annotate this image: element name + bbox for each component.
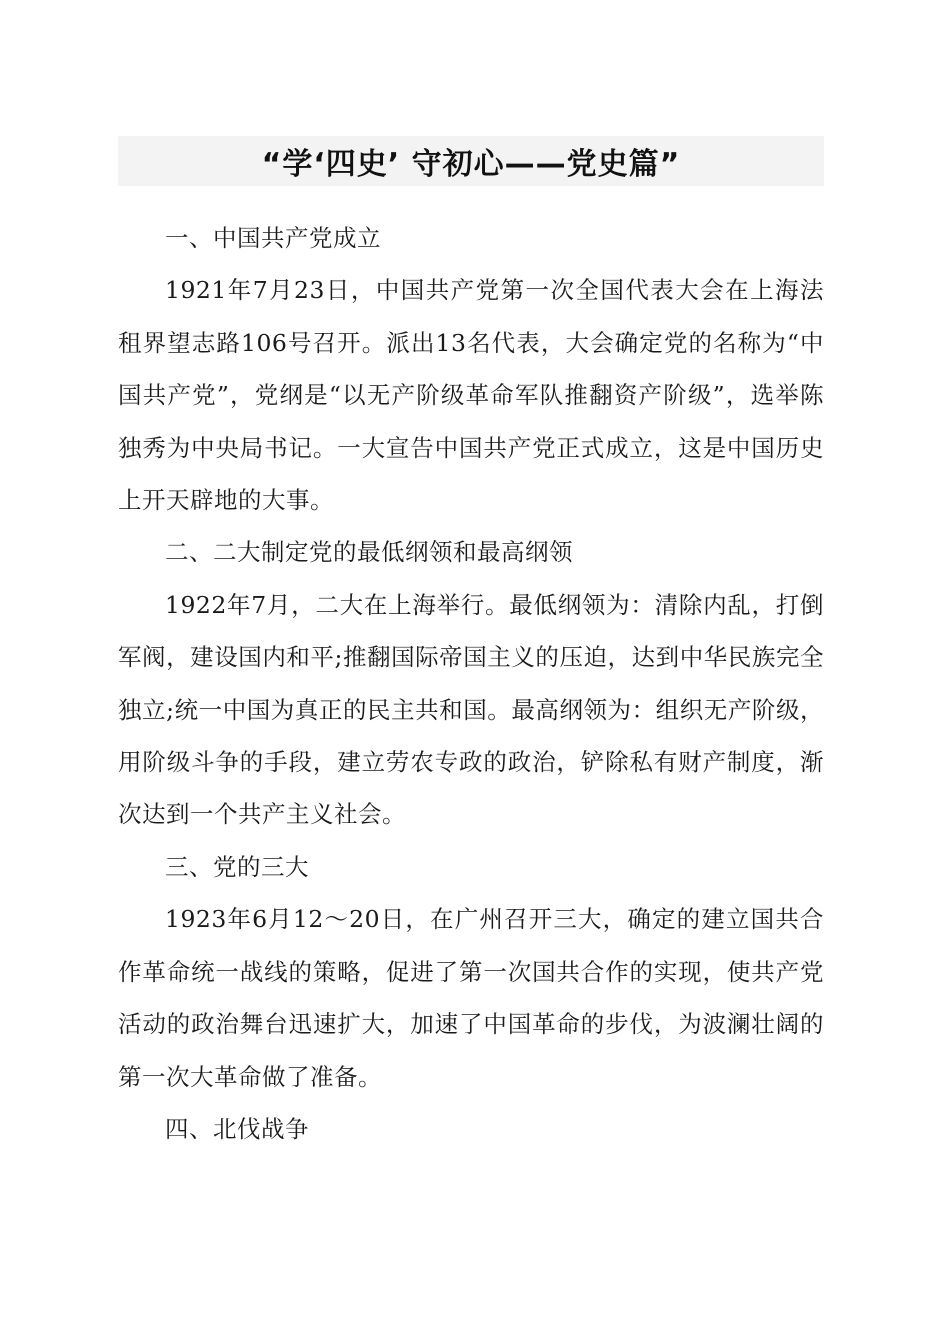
section-paragraph-1: 1921年7月23日，中国共产党第一次全国代表大会在上海法租界望志路106号召开。派出13名代表，大会确定党的名称为“中国共产党”，党纲是“以无产阶级革命军队推翻资产阶级”，选举陈独秀为中央局书记。一大宣告中国共产党正式成立，这是中国历史上开天辟地的大事。 [118, 276, 824, 515]
section-heading-2: 二、二大制定党的最低纲领和最高纲领 [165, 538, 573, 567]
document-body [118, 212, 824, 1155]
section-heading-1: 一、中国共产党成立 [165, 224, 381, 252]
section-heading-4: 四、北伐战争 [165, 1114, 309, 1143]
title-band [118, 136, 824, 186]
section-paragraph-2: 1922年7月，二大在上海举行。最低纲领为：清除内乱，打倒军阀，建设国内和平;推翻国际帝国主义的压迫，达到中华民族完全独立;统一中国为真正的民主共和国。最高纲领为：组织无产阶级，用阶级斗争的手段，建立劳农专政的政治，铲除私有财产制度，渐次达到一个共产主义社会。 [118, 590, 824, 829]
section-paragraph-3: 1923年6月12～20日，在广州召开三大，确定的建立国共合作革命统一战线的策略，促进了第一次国共合作的实现，使共产党活动的政治舞台迅速扩大，加速了中国革命的步伐，为波澜壮阔的第一次大革命做了准备。 [118, 905, 824, 1091]
section-heading-3: 三、党的三大 [165, 852, 309, 881]
document-title: “学‘四史’ 守初心——党史篇” [261, 147, 681, 182]
